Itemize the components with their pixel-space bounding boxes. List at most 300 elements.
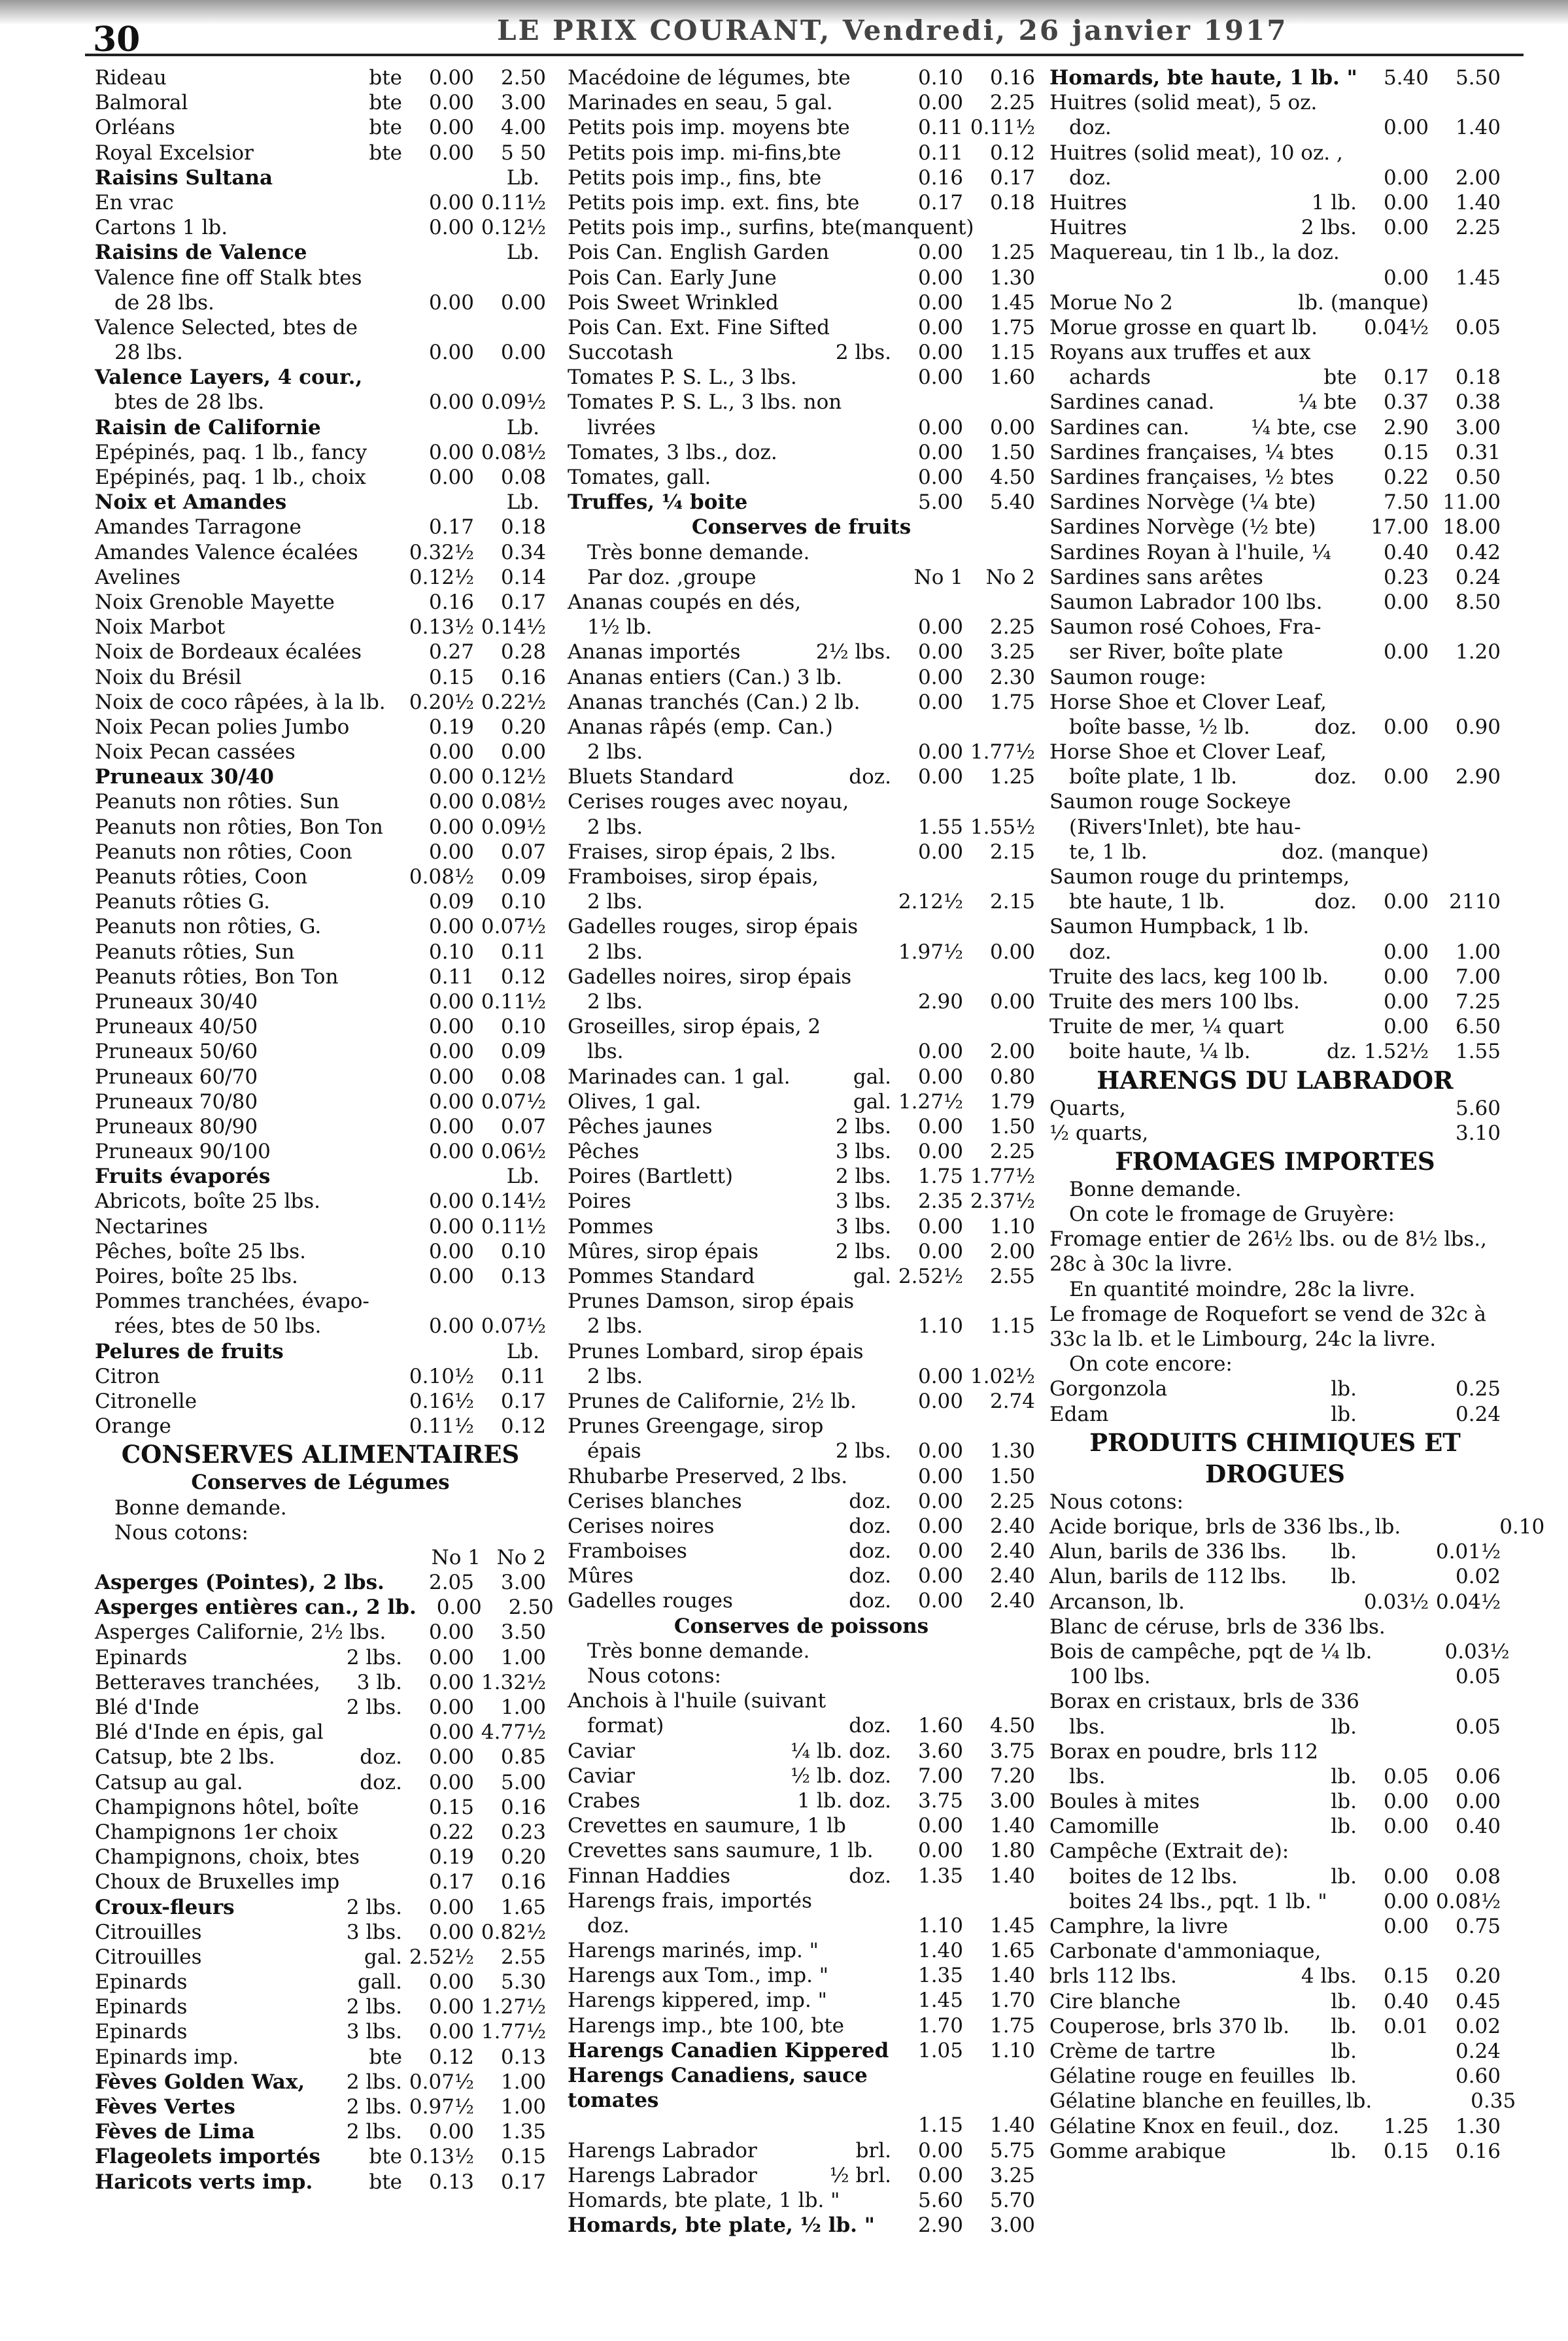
price-no1: 1.75	[917, 1165, 963, 1189]
price-no2: 0.45	[1455, 1989, 1501, 2013]
item-unit: bte	[369, 116, 402, 140]
price-row	[568, 940, 1035, 965]
price-column-2	[568, 65, 1035, 2334]
price-row	[568, 840, 1035, 864]
price-no2: 7.00	[1455, 965, 1501, 989]
price-row	[1049, 141, 1501, 165]
price-row	[95, 1164, 546, 1189]
price-row	[1049, 1302, 1501, 1352]
item-name: Orléans	[95, 116, 175, 140]
price-no2: 1.27½	[481, 1995, 546, 2019]
price-no1: 3.60	[917, 1739, 963, 1763]
price-row	[95, 390, 546, 415]
price-no1: 0.00	[428, 989, 474, 1014]
item-name: Asperges entières can., 2 lb.	[95, 1596, 417, 1620]
item-name: Raisin de Californie	[95, 415, 321, 439]
price-no2: 0.10	[500, 1239, 546, 1263]
price-no2: 2.90	[1455, 765, 1501, 789]
item-name: Citrouilles	[95, 1920, 202, 1944]
item-unit: lb.	[1331, 2014, 1357, 2038]
price-row	[568, 1164, 1035, 1189]
price-no1: 17.00	[1371, 515, 1429, 539]
price-no1: 0.00	[428, 2120, 474, 2144]
item-name: 1½ lb.	[587, 615, 653, 640]
price-row	[568, 540, 1035, 565]
price-no2: 0.17	[500, 590, 546, 614]
price-no2: 0.05	[1455, 1715, 1501, 1739]
price-no2: 0.23	[500, 1820, 546, 1844]
price-row	[95, 615, 546, 640]
item-unit: 3 lbs.	[346, 2020, 402, 2044]
price-row	[568, 965, 1035, 989]
item-name: Homards, bte plate, ½ lb. "	[568, 2213, 875, 2238]
price-row	[95, 815, 546, 840]
price-row	[95, 1945, 546, 1970]
item-name: Truite de mer, ¼ quart	[1049, 1015, 1284, 1039]
price-no1: 0.00	[917, 466, 963, 489]
price-no2: 0.02	[1455, 1565, 1501, 1589]
price-no1: 0.00	[428, 1140, 474, 1164]
item-name: Harengs marinés, imp. "	[568, 1939, 819, 1963]
heading-text: Conserves de Légumes	[191, 1471, 450, 1495]
price-row	[1049, 1739, 1501, 1764]
price-no1: 0.00	[1383, 640, 1429, 664]
price-no2: 0.14	[500, 565, 546, 589]
price-no1: 0.00	[1383, 116, 1429, 140]
price-no2: 2.55	[500, 1945, 546, 1969]
price-no2: 1.55½	[970, 815, 1035, 839]
price-row	[1049, 815, 1501, 840]
price-row	[95, 1720, 546, 1745]
price-no2: 1.00	[500, 1645, 546, 1669]
item-unit: lb.	[1331, 1715, 1357, 1739]
price-no2: 2.50	[508, 1596, 554, 1620]
price-row	[1049, 1715, 1501, 1739]
price-row	[568, 640, 1035, 664]
item-name: Poires (Bartlett)	[568, 1165, 734, 1189]
price-no1: 0.00	[917, 1464, 963, 1488]
item-unit: bte	[1323, 366, 1357, 390]
price-no2: 1.60	[989, 366, 1035, 390]
price-no2: 1.70	[989, 1989, 1035, 2013]
price-row	[568, 889, 1035, 914]
price-no2: No 2	[985, 565, 1035, 589]
item-unit: gall.	[357, 1970, 402, 1994]
item-unit: Lb.	[506, 1165, 539, 1189]
price-no2: 0.12	[500, 965, 546, 989]
price-no1: 0.00	[917, 1539, 963, 1564]
price-row	[568, 1264, 1035, 1289]
item-unit: 2 lbs.	[835, 1239, 891, 1263]
price-no1: 0.13½	[409, 615, 474, 640]
price-row	[568, 490, 1035, 515]
price-no2: 0.28	[500, 640, 546, 664]
item-name: Gorgonzola	[1049, 1377, 1168, 1401]
item-name: Crème de tartre	[1049, 2039, 1216, 2063]
price-no2: 4.50	[989, 466, 1035, 489]
price-no2: 2.00	[989, 1040, 1035, 1064]
item-name: Pommes Standard	[568, 1265, 755, 1288]
price-row	[1049, 1664, 1501, 1689]
section-heading	[95, 1470, 546, 1495]
item-name: Pommes tranchées, évapo-	[95, 1290, 369, 1314]
item-name: Balmoral	[95, 91, 188, 115]
item-name: Peanuts rôties, Sun	[95, 940, 295, 964]
price-row	[1049, 365, 1501, 390]
item-name: 2 lbs.	[587, 1314, 643, 1339]
price-no2: 0.08	[1455, 1864, 1501, 1888]
price-row	[95, 1495, 546, 1520]
price-no2: 5.50	[1455, 66, 1501, 90]
price-row	[95, 1065, 546, 1089]
price-no2: 0.12	[500, 1414, 546, 1439]
price-row	[1049, 1177, 1501, 1202]
price-no1: 0.00	[428, 116, 474, 140]
price-row	[95, 1014, 546, 1039]
price-no2: 0.16	[500, 1795, 546, 1819]
price-no1: 1.97½	[898, 940, 963, 964]
price-no1: 0.16½	[409, 1389, 474, 1413]
price-row	[95, 1845, 546, 1870]
price-no2: 0.17	[989, 165, 1035, 190]
item-name: boite haute, ¼ lb.	[1069, 1040, 1251, 1064]
price-row	[95, 340, 546, 365]
item-name: doz.	[1069, 940, 1112, 964]
item-unit: lb.	[1346, 2089, 1372, 2113]
price-row	[1049, 465, 1501, 490]
price-row	[568, 1439, 1035, 1463]
item-name: Champignons, choix, btes	[95, 1845, 360, 1870]
price-no1: 0.22	[428, 1820, 474, 1844]
price-row	[568, 764, 1035, 789]
item-name: Bois de campêche, pqt de ¼ lb.	[1049, 1639, 1372, 1664]
price-no1: 0.00	[428, 1015, 474, 1039]
item-name: Catsup au gal.	[95, 1770, 243, 1794]
price-no2: 0.09	[500, 865, 546, 889]
item-unit: lb.	[1331, 2064, 1357, 2089]
item-name: Truite des mers 100 lbs.	[1049, 989, 1300, 1014]
price-no2: 0.42	[1455, 540, 1501, 564]
item-name: Raisins de Valence	[95, 241, 307, 265]
item-name: Huitres	[1049, 216, 1127, 240]
item-name: Peanuts rôties, Coon	[95, 865, 308, 889]
price-row	[568, 190, 1035, 215]
price-row	[568, 2013, 1035, 2038]
price-no2: 3.25	[989, 2163, 1035, 2187]
price-row	[1049, 1864, 1501, 1889]
item-unit: 4 lbs.	[1301, 1964, 1357, 1989]
price-no1: 2.35	[917, 1189, 963, 1214]
price-row	[1049, 615, 1501, 640]
price-no2: 1.35	[500, 2120, 546, 2144]
price-row	[568, 989, 1035, 1014]
price-no2: 1.55	[1455, 1040, 1501, 1064]
price-no1: 0.15	[1383, 2139, 1429, 2163]
price-row	[95, 2144, 546, 2169]
item-name: Pruneaux 30/40	[95, 765, 274, 789]
item-unit: 2 lbs.	[346, 1895, 402, 1919]
price-row	[568, 1764, 1035, 1788]
price-no1: 0.16	[428, 590, 474, 614]
price-no1: 0.00	[428, 1239, 474, 1263]
price-no2: 0.16	[500, 665, 546, 689]
item-name: Mûres	[568, 1564, 634, 1588]
price-no2: 0.12	[989, 141, 1035, 165]
price-no2: 1.32½	[481, 1670, 546, 1694]
item-name: En quantité moindre, 28c la livre.	[1069, 1277, 1416, 1301]
item-name: Caviar	[568, 1764, 635, 1788]
price-no2: 0.13	[500, 1265, 546, 1288]
price-row	[1049, 515, 1501, 539]
item-name: Petits pois imp. mi-fins,bte	[568, 141, 842, 165]
price-no2: 2.25	[989, 91, 1035, 115]
price-row	[1049, 965, 1501, 989]
price-row	[1049, 415, 1501, 440]
price-row	[568, 215, 1035, 240]
item-name: Finnan Haddies	[568, 1864, 731, 1888]
item-name: Prunes de Californie, 2½ lb.	[568, 1389, 857, 1413]
item-name: ser River, boîte plate	[1069, 640, 1284, 664]
price-no1: 0.00	[1383, 715, 1429, 739]
price-row	[568, 615, 1035, 640]
price-no2: 5.40	[989, 490, 1035, 515]
price-row	[95, 1114, 546, 1139]
price-no2: 1.40	[1455, 190, 1501, 214]
price-no2: 0.01½	[1435, 1540, 1501, 1564]
price-no1: 5.00	[917, 490, 963, 515]
price-no2: 0.07	[500, 1114, 546, 1138]
item-name: Sardines Norvège (½ bte)	[1049, 515, 1316, 539]
price-no2: 0.07½	[481, 915, 546, 939]
price-row	[95, 1820, 546, 1845]
price-row	[95, 440, 546, 465]
price-no1: 0.00	[917, 1364, 963, 1388]
price-no1: 0.17	[428, 1870, 474, 1894]
item-name: 2 lbs.	[587, 815, 643, 839]
price-row	[1049, 1964, 1501, 1989]
price-row	[1049, 1121, 1501, 1146]
price-no1: 0.23	[1383, 565, 1429, 589]
price-no1: 1.10	[917, 1314, 963, 1339]
item-unit: 2 lbs.	[346, 2095, 402, 2119]
column-header: No 2	[496, 1545, 546, 1569]
item-name: Harengs Labrador	[568, 2138, 757, 2162]
item-name: Cerises noires	[568, 1514, 715, 1538]
price-no1: 5.40	[1383, 66, 1429, 90]
price-no2: 1.50	[989, 1464, 1035, 1488]
price-no2: 1.30	[989, 265, 1035, 290]
price-no2: 1.10	[989, 1214, 1035, 1239]
price-no2: 0.14½	[481, 615, 546, 640]
item-unit: lb.	[1331, 1790, 1357, 1814]
price-no1: 1.15	[917, 2113, 963, 2138]
price-row	[568, 1838, 1035, 1863]
price-row	[95, 715, 546, 740]
price-no1: 1.35	[917, 1964, 963, 1988]
item-name: Saumon rouge du printemps,	[1049, 865, 1350, 889]
price-row	[95, 2070, 546, 2094]
price-row	[568, 1089, 1035, 1114]
price-no2: 1.40	[989, 1814, 1035, 1838]
item-name: Ananas coupés en dés,	[568, 590, 802, 614]
item-name: Crabes	[568, 1788, 641, 1813]
item-name: Noix et Amandes	[95, 490, 287, 515]
item-name: 2 lbs.	[587, 1364, 643, 1388]
price-no2: 0.80	[989, 1065, 1035, 1089]
item-unit: 2 lbs.	[346, 2120, 402, 2144]
item-name: Sardines can.	[1049, 415, 1190, 439]
item-name: Alun, barils de 112 lbs.	[1049, 1565, 1287, 1589]
price-row	[1049, 1564, 1501, 1589]
item-name: Harengs Canadien Kippered	[568, 2038, 889, 2062]
item-unit: bte	[369, 2045, 402, 2069]
price-no2: 0.18	[500, 515, 546, 539]
price-no2: 0.20	[500, 1845, 546, 1870]
price-no2: 0.16	[500, 1870, 546, 1894]
price-no2: 1.77½	[481, 2020, 546, 2044]
price-no2: 1.75	[989, 2013, 1035, 2038]
price-row	[95, 1239, 546, 1264]
price-row	[1049, 840, 1501, 864]
price-row	[95, 90, 546, 115]
price-row	[568, 690, 1035, 715]
price-no2: 1.45	[1455, 265, 1501, 290]
item-name: Champignons hôtel, boîte	[95, 1795, 359, 1819]
price-no2: 0.00	[989, 940, 1035, 964]
price-no2: 0.16	[989, 66, 1035, 90]
item-unit: 3 lbs.	[835, 1214, 891, 1239]
item-name: Valence Layers, 4 cour.,	[95, 366, 363, 390]
price-row	[1049, 690, 1501, 715]
item-name: Tomates, 3 lbs., doz.	[568, 440, 777, 464]
price-row	[568, 340, 1035, 365]
price-no2: 2.55	[989, 1265, 1035, 1288]
price-no1: 1.35	[917, 1864, 963, 1888]
item-name: 100 lbs.	[1069, 1665, 1151, 1689]
item-name: Asperges Californie, 2½ lbs.	[95, 1620, 386, 1645]
price-row	[95, 415, 546, 440]
item-name: Abricots, boîte 25 lbs.	[95, 1189, 320, 1214]
item-name: de 28 lbs.	[114, 290, 214, 315]
price-no1: 0.00	[917, 290, 963, 315]
item-name: Ananas tranchés (Can.) 2 lb.	[568, 690, 861, 714]
price-no2: 0.90	[1455, 715, 1501, 739]
item-name: Citrouilles	[95, 1945, 202, 1969]
price-row	[95, 490, 546, 515]
item-name: Noix Grenoble Mayette	[95, 590, 335, 614]
price-row	[1049, 1764, 1501, 1789]
price-no2: 3.00	[1455, 415, 1501, 439]
item-unit: 2 lbs.	[346, 1645, 402, 1669]
price-no2: 5.60	[1455, 1096, 1501, 1120]
price-no1: 0.00	[428, 390, 474, 415]
price-no2: 2.15	[989, 890, 1035, 914]
price-no2: 4.50	[989, 1714, 1035, 1738]
price-no1: 0.00	[428, 66, 474, 90]
price-row	[95, 1545, 546, 1570]
price-no2: 1.50	[989, 440, 1035, 464]
price-row	[568, 1888, 1035, 1913]
item-name: Pommes	[568, 1214, 654, 1239]
item-name: Pruneaux 60/70	[95, 1065, 258, 1089]
price-no1: 0.13½	[409, 2145, 474, 2169]
price-row	[1049, 989, 1501, 1014]
price-no1: 0.00	[917, 91, 963, 115]
item-unit: doz.	[849, 1714, 891, 1738]
price-row	[1049, 914, 1501, 939]
item-unit: doz.	[849, 1539, 891, 1564]
price-no2: 0.00	[989, 989, 1035, 1014]
price-no1: 2.12½	[898, 890, 963, 914]
price-no2: 0.07½	[481, 1089, 546, 1114]
item-name: Betteraves tranchées,	[95, 1670, 320, 1694]
item-unit: lb.	[1331, 1540, 1357, 1564]
price-no2: 0.08	[500, 466, 546, 489]
price-row	[95, 1289, 546, 1314]
item-name: Pois Can. Ext. Fine Sifted	[568, 315, 830, 339]
item-name: Orange	[95, 1414, 171, 1439]
price-row	[95, 1364, 546, 1389]
price-no2: 0.08½	[481, 790, 546, 814]
price-no2: 3.50	[500, 1620, 546, 1645]
price-no1: 0.09	[428, 890, 474, 914]
price-no1: 2.90	[1383, 415, 1429, 439]
price-no2: 6.50	[1455, 1015, 1501, 1039]
price-no1: 0.10	[917, 66, 963, 90]
price-no1: (manque)	[1330, 290, 1429, 315]
price-row	[1049, 1014, 1501, 1039]
price-no2: 0.34	[500, 540, 546, 564]
price-no2: 0.05	[1455, 1665, 1501, 1689]
item-name: Gélatine rouge en feuilles	[1049, 2064, 1315, 2089]
price-row	[568, 1139, 1035, 1164]
price-no2: 0.10	[1499, 1515, 1545, 1539]
item-unit: lb.	[1331, 1402, 1357, 1426]
item-name: Harengs frais, importés	[568, 1888, 812, 1913]
price-no1: 2.90	[917, 2213, 963, 2238]
item-name: Choux de Bruxelles imp	[95, 1870, 340, 1894]
price-row	[568, 2138, 1035, 2163]
item-name: Très bonne demande.	[587, 1639, 810, 1663]
price-no2: 0.10	[500, 890, 546, 914]
price-row	[568, 1389, 1035, 1414]
price-no1: 0.00	[428, 1089, 474, 1114]
heading-text: DROGUES	[1205, 1459, 1345, 1488]
price-row	[1049, 190, 1501, 215]
price-row	[568, 1489, 1035, 1514]
price-no2: 0.00	[500, 740, 546, 764]
price-row	[568, 365, 1035, 390]
section-heading	[95, 1439, 546, 1470]
price-no2: 0.75	[1455, 1915, 1501, 1938]
item-name: Homards, bte plate, 1 lb. "	[568, 2188, 840, 2212]
price-no1: 0.00	[917, 440, 963, 464]
price-row	[568, 1913, 1035, 1938]
item-name: Petits pois imp. ext. fins, bte	[568, 190, 860, 214]
price-row	[95, 2019, 546, 2044]
price-row	[568, 565, 1035, 590]
item-name: Par doz. ,groupe	[587, 565, 757, 589]
price-row	[568, 240, 1035, 265]
item-unit: brl.	[855, 2138, 891, 2162]
price-no1: 0.19	[428, 715, 474, 739]
price-no1: 7.50	[1383, 490, 1429, 515]
item-name: Gadelles rouges	[568, 1589, 733, 1613]
price-no2: 0.31	[1455, 440, 1501, 464]
item-name: Blé d'Inde	[95, 1696, 199, 1719]
price-row	[568, 1739, 1035, 1764]
item-unit: 3 lbs.	[346, 1920, 402, 1944]
